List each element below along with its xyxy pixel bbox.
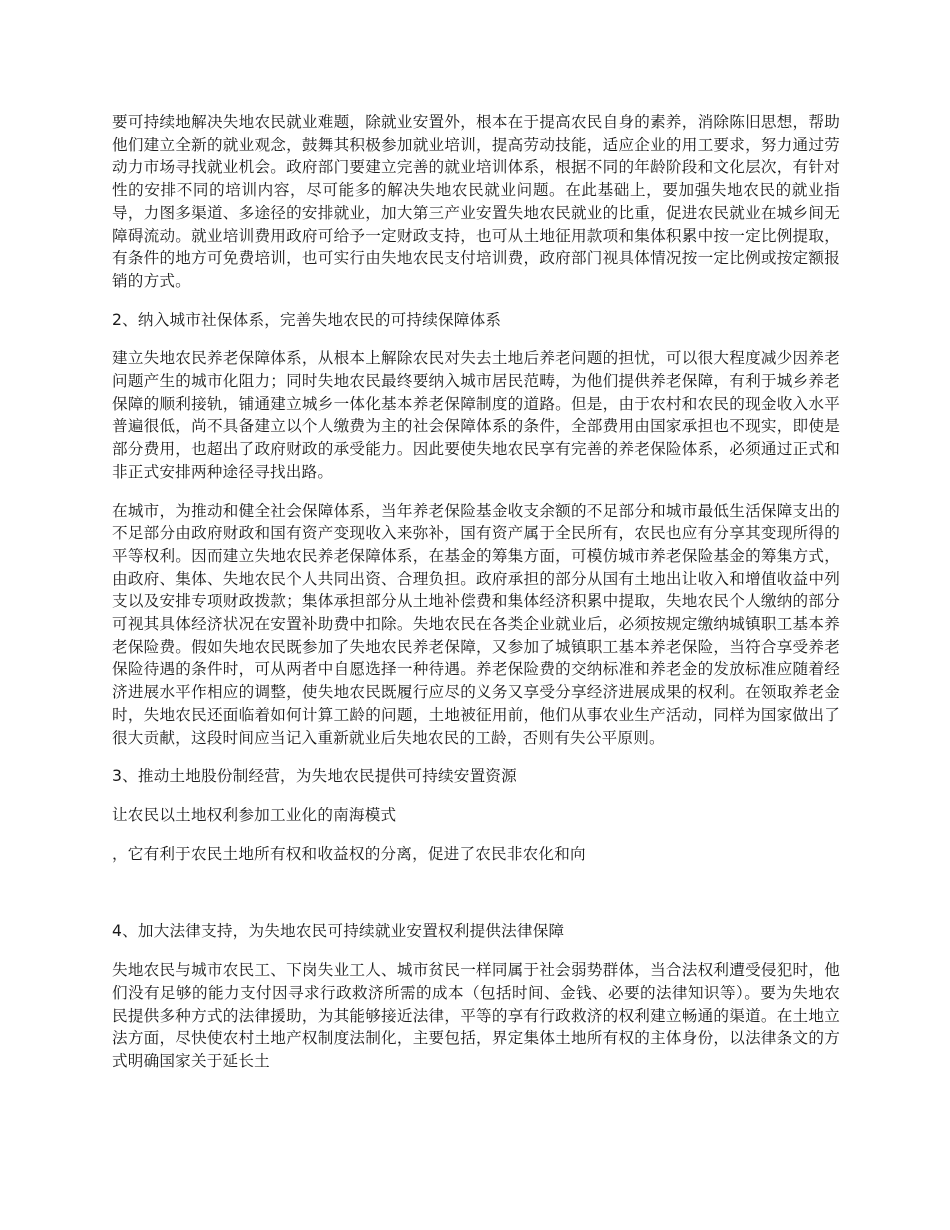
body-line-nanhai-model: 让农民以土地权利参加工业化的南海模式 [112, 805, 397, 824]
body-paragraph-pension-system: 建立失地农民养老保障体系，从根本上解除农民对失去土地后养老问题的担忧，可以很大程度减少因养老问题产生的城市化阻力；同时失地农民最终要纳入城市居民范畴，为他们提供养老保障，有利于城乡养老保障的顺利接轨，铺通建立城乡一体化基本养老保障制度的道路。但是，由于农村和农民的现金收入水平普遍很低，尚不具备建立以个人缴费为主的社会保障体系的条件，全部费用由国家承担也不现实，即使是部分费用，也超出了政府财政的承受能力。因此要使失地农民享有完善的养老保险体系，必须通过正式和非正式安排两种途径寻找出路。 [112, 349, 840, 481]
body-line-land-rights-separation: ，它有利于农民土地所有权和收益权的分离，促进了农民非农化和向 [112, 844, 586, 863]
document-page [112, 111, 840, 1089]
section-heading-3: 3、推动土地股份制经营，为失地农民提供可持续安置资源 [112, 767, 517, 786]
body-paragraph-legal-support: 失地农民与城市农民工、下岗失业工人、城市贫民一样同属于社会弱势群体，当合法权利遭受侵犯时，他们没有足够的能力支付因寻求行政救济所需的成本（包括时间、金钱、必要的法律知识等）。要为失地农民提供多种方式的法律援助，为其能够接近法律，平等的享有行政救济的权利建立畅通的渠道。在土地立法方面，尽快使农村土地产权制度法制化，主要包括，界定集体土地所有权的主体身份，以法律条文的方式明确国家关于延长土 [112, 961, 840, 1070]
section-heading-4: 4、加大法律支持，为失地农民可持续就业安置权利提供法律保障 [112, 922, 565, 941]
body-paragraph-employment-training: 要可持续地解决失地农民就业难题，除就业安置外，根本在于提高农民自身的素养，消除陈旧思想，帮助他们建立全新的就业观念，鼓舞其积极参加就业培训，提高劳动技能，适应企业的用工要求，努力通过劳动力市场寻找就业机会。政府部门要建立完善的就业培训体系，根据不同的年龄阶段和文化层次，有针对性的安排不同的培训内容，尽可能多的解决失地农民就业问题。在此基础上，要加强失地农民的就业指导，力图多渠道、多途径的安排就业，加大第三产业安置失地农民就业的比重，促进农民就业在城乡间无障碍流动。就业培训费用政府可给予一定财政支持，也可从土地征用款项和集体积累中按一定比例提取，有条件的地方可免费培训，也可实行由失地农民支付培训费，政府部门视具体情况按一定比例或按定额报销的方式。 [112, 113, 840, 290]
body-paragraph-urban-social-security: 在城市，为推动和健全社会保障体系，当年养老保险基金收支余额的不足部分和城市最低生活保障支出的不足部分由政府财政和国有资产变现收入来弥补，国有资产属于全民所有，农民也应有分享其变现所得的平等权利。因而建立失地农民养老保障体系，在基金的筹集方面，可模仿城市养老保险基金的筹集方式，由政府、集体、失地农民个人共同出资、合理负担。政府承担的部分从国有土地出让收入和增值收益中列支以及安排专项财政拨款；集体承担部分从土地补偿费和集体经济积累中提取，失地农民个人缴纳的部分可视其具体经济状况在安置补助费中扣除。失地农民在各类企业就业后，必须按规定缴纳城镇职工基本养老保险费。假如失地农民既参加了失地农民养老保障，又参加了城镇职工基本养老保险，当符合享受养老保险待遇的条件时，可从两者中自愿选择一种待遇。养老保险费的交纳标准和养老金的发放标准应随着经济进展水平作相应的调整，使失地农民既履行应尽的义务又享受分享经济进展成果的权利。在领取养老金时，失地农民还面临着如何计算工龄的问题，土地被征用前，他们从事农业生产活动，同样为国家做出了很大贡献，这段时间应当记入重新就业后失地农民的工龄，否则有失公平原则。 [112, 501, 840, 747]
section-heading-2: 2、纳入城市社保体系，完善失地农民的可持续保障体系 [112, 310, 502, 329]
blank-gap [112, 881, 840, 920]
